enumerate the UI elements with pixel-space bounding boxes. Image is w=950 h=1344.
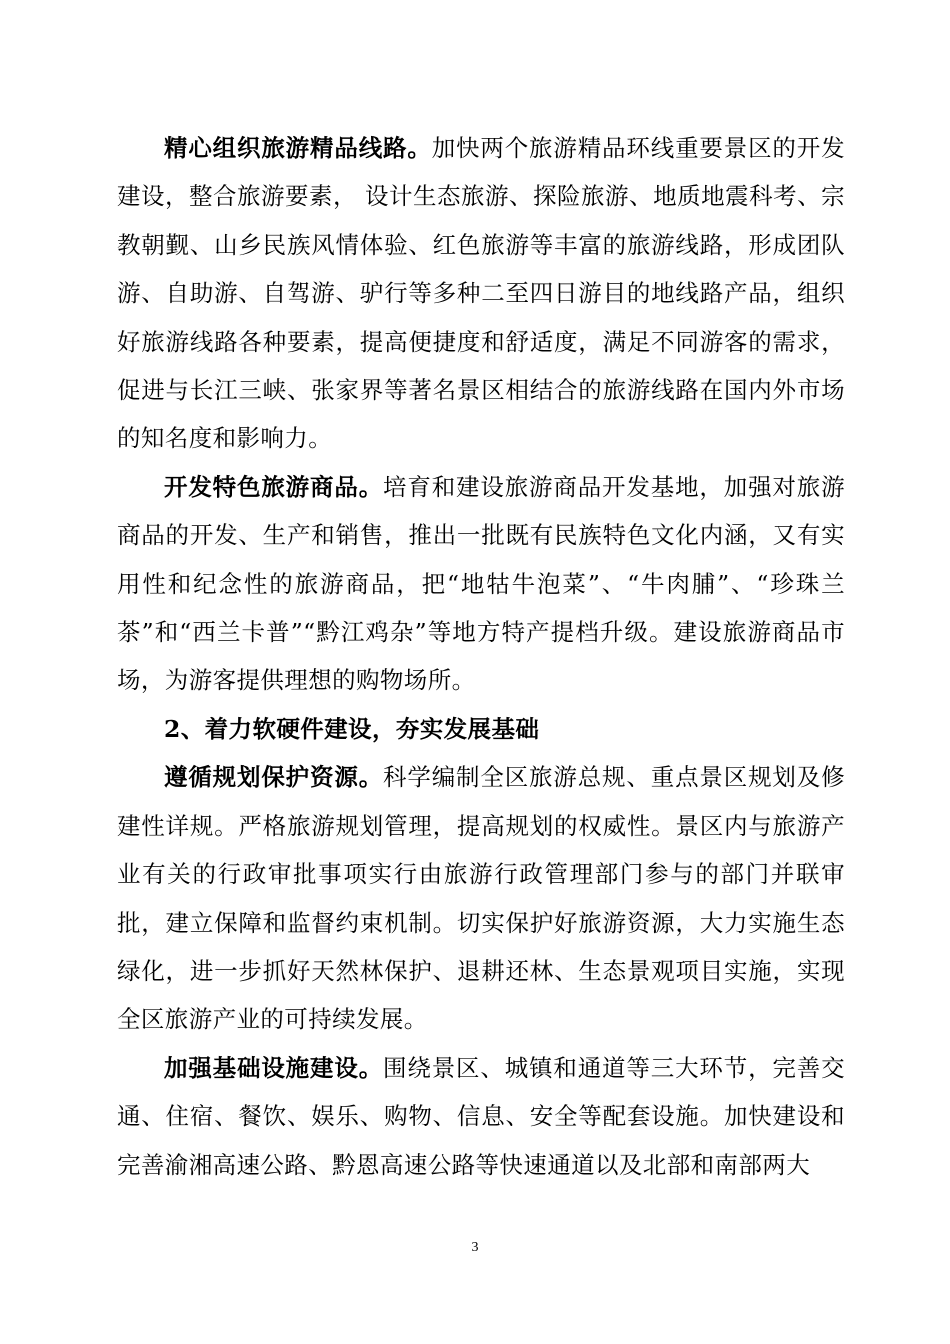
paragraph-text: 加快两个旅游精品环线重要景区的开发建设，整合旅游要素， 设计生态旅游、探险旅游、地质地震科考、宗教朝觐、山乡民族风情体验、红色旅游等丰富的旅游线路，形成团队游、自助游、自驾游、驴行等多种二至四日游目的地线路产品，组织好旅游线路各种要素，提高便捷度和舒适度，满足不同游客的需求，促进与长江三峡、张家界等著名景区相结合的旅游线路在国内外市场的知名度和影响力。: [117, 134, 845, 453]
paragraph-tourism-goods: [117, 463, 845, 705]
paragraph-planning: [117, 753, 845, 1043]
paragraph-lead: 加强基础设施建设。: [164, 1053, 384, 1082]
paragraph-lead: 遵循规划保护资源。: [164, 763, 384, 792]
document-body: [117, 124, 845, 1189]
paragraph-text: 科学编制全区旅游总规、重点景区规划及修建性详规。严格旅游规划管理，提高规划的权威性。景区内与旅游产业有关的行政审批事项实行由旅游行政管理部门参与的部门并联审批，建立保障和监督约束机制。切实保护好旅游资源，大力实施生态绿化，进一步抓好天然林保护、退耕还林、生态景观项目实施，实现全区旅游产业的可持续发展。: [117, 763, 845, 1034]
paragraph-text: 围绕景区、城镇和通道等三大环节，完善交通、住宿、餐饮、娱乐、购物、信息、安全等配套设施。加快建设和完善渝湘高速公路、黔恩高速公路等快速通道以及北部和南部两大: [117, 1053, 845, 1179]
section-heading: 2、着力软硬件建设，夯实发展基础: [164, 714, 540, 743]
paragraph-tour-routes: [117, 124, 845, 463]
paragraph-lead: 开发特色旅游商品。: [164, 472, 384, 501]
paragraph-text: 培育和建设旅游商品开发基地，加强对旅游商品的开发、生产和销售，推出一批既有民族特色文化内涵，又有实用性和纪念性的旅游商品，把“地牯牛泡菜”、“牛肉脯”、“珍珠兰茶”和“西兰卡普”“黔江鸡杂”等地方特产提档升级。建设旅游商品市场，为游客提供理想的购物场所。: [117, 472, 845, 695]
paragraph-lead: 精心组织旅游精品线路。: [164, 134, 432, 162]
paragraph-infrastructure: [117, 1044, 845, 1189]
page-number: 3: [471, 1240, 479, 1255]
